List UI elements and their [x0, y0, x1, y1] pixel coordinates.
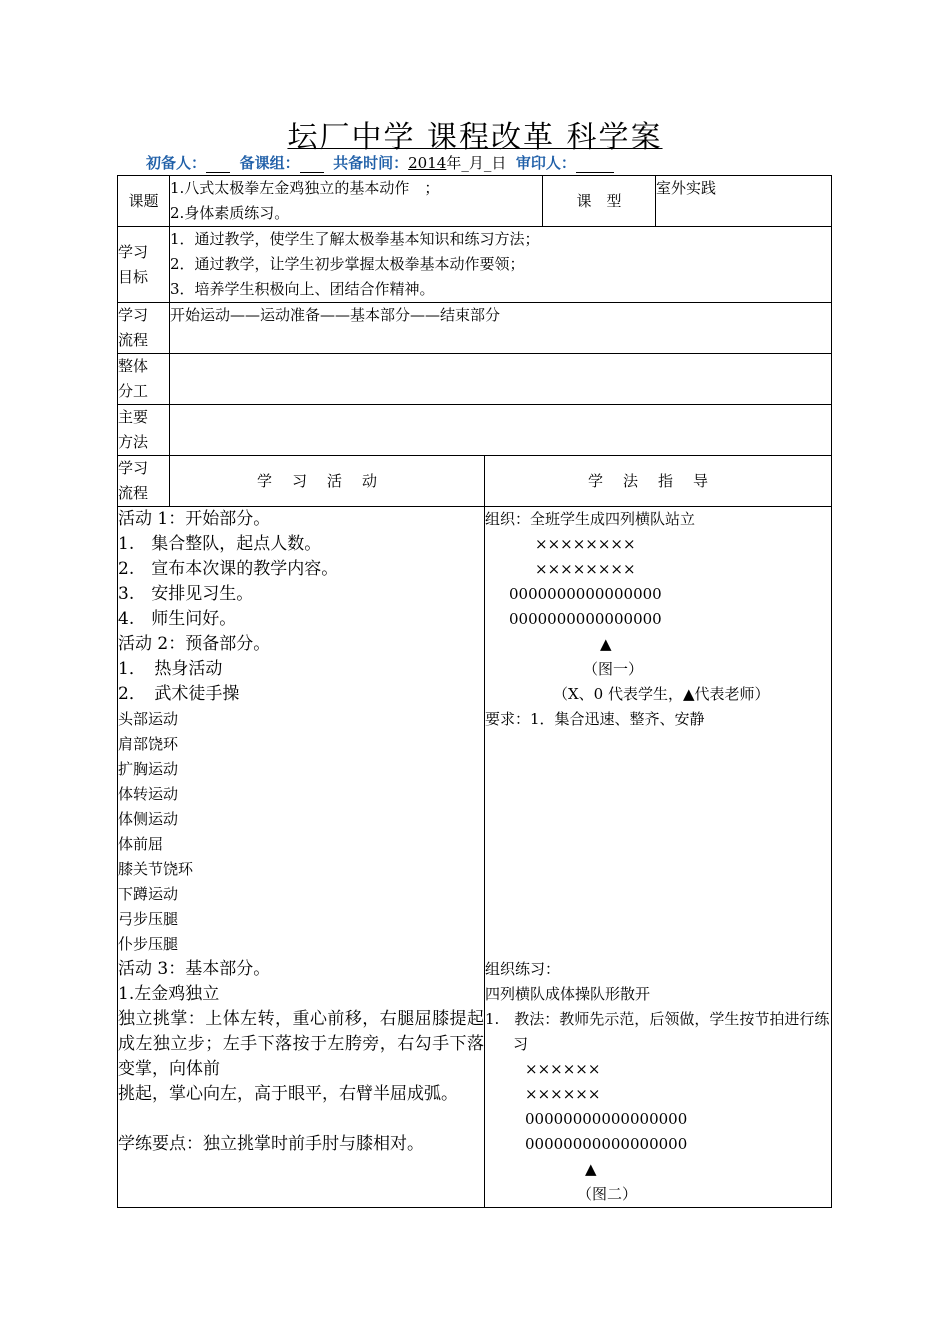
org-2: 组织练习：: [485, 960, 561, 978]
author-label: 初备人：: [146, 154, 207, 172]
flow-label: 学习 流程: [118, 303, 170, 354]
goal-2: 2．通过教学，让学生初步掌握太极拳基本动作要领；: [170, 255, 525, 273]
exercise-item: 头部运动: [118, 710, 179, 728]
activity-header: 学习活动: [170, 456, 485, 507]
group-blank: [300, 158, 324, 173]
activities-cell: [118, 507, 485, 1208]
figure-1-caption: （图一）: [583, 660, 644, 678]
activity-1-item: 1. 集合整队，起点人数。: [118, 534, 322, 554]
goal-content: [170, 227, 832, 303]
activity-2-item: 1． 热身活动: [118, 659, 223, 679]
division-value: [170, 354, 832, 405]
spacer: [118, 1107, 484, 1132]
formation-o-row: 0000000000000000: [509, 585, 662, 603]
activity-2-title: 活动 2：预备部分。: [118, 634, 271, 654]
formation-x-row: ××××××: [525, 1085, 601, 1103]
meta-line: [146, 152, 614, 173]
formation-x-row: ××××××××: [535, 535, 636, 553]
method-label: 主要 方法: [118, 405, 170, 456]
method-row: [118, 405, 832, 456]
topic-content: [170, 176, 543, 227]
formation-x-row: ××××××: [525, 1060, 601, 1078]
author-blank: [206, 158, 230, 173]
date-rest: 年_月_日: [446, 154, 507, 172]
activity-1-title: 活动 1：开始部分。: [118, 509, 271, 529]
formation-o-row: 0000000000000000: [509, 610, 662, 628]
activity-3-point: 学练要点：独立挑掌时前手肘与膝相对。: [118, 1134, 424, 1154]
activity-3-desc-1: 独立挑掌：上体左转，重心前移，右腿屈膝提起成左独立步；左手下落按于左胯旁，右勾手下落变掌，向体前: [118, 1009, 484, 1079]
exercise-item: 肩部饶环: [118, 735, 179, 753]
teacher-triangle-icon: ▲: [585, 1160, 597, 1178]
formation-o-row: 00000000000000000: [525, 1135, 688, 1153]
exercise-item: 体转运动: [118, 785, 179, 803]
activity-1-item: 2. 宣布本次课的教学内容。: [118, 559, 339, 579]
time-label: 共备时间：: [333, 154, 409, 172]
page-title: 坛厂中学 课程改革 科学案: [287, 120, 663, 155]
type-label: 课 型: [543, 176, 656, 227]
exercise-item: 体侧运动: [118, 810, 179, 828]
exercise-item: 扩胸运动: [118, 760, 179, 778]
division-label: 整体 分工: [118, 354, 170, 405]
content-row: [118, 507, 832, 1208]
org-2-desc: 四列横队成体操队形散开: [485, 985, 651, 1003]
exercise-item: 体前屈: [118, 835, 164, 853]
printer-blank: [576, 158, 614, 173]
goal-label: 学习 目标: [118, 227, 170, 303]
legend: （X、0 代表学生，▲代表老师）: [553, 685, 770, 703]
group-label: 备课组：: [239, 154, 300, 172]
activity-2-item: 2． 武术徒手操: [118, 684, 240, 704]
activity-1-item: 4. 师生问好。: [118, 609, 237, 629]
topic-label: 课题: [118, 176, 170, 227]
goal-row: [118, 227, 832, 303]
goal-3: 3．培养学生积极向上、团结合作精神。: [170, 280, 435, 298]
topic-line-2: 2.身体素质练习。: [170, 204, 290, 222]
teaching-method: 1. 教法：教师先示范，后领做，学生按节拍进行练习: [485, 1010, 830, 1053]
guide-cell: [485, 507, 832, 1208]
activity-1-item: 3. 安排见习生。: [118, 584, 254, 604]
guide-header: 学法指导: [485, 456, 832, 507]
org-1: 组织：全班学生成四列横队站立: [485, 510, 696, 528]
header-row: [118, 456, 832, 507]
type-value: 室外实践: [656, 176, 832, 227]
topic-line-1: 1.八式太极拳左金鸡独立的基本动作 ；: [170, 179, 440, 197]
exercise-item: 仆步压腿: [118, 935, 179, 953]
exercise-item: 弓步压腿: [118, 910, 179, 928]
flow-row: [118, 303, 832, 354]
requirement: 要求：1．集合迅速、整齐、安静: [485, 710, 705, 728]
lesson-plan-table: [117, 175, 832, 1208]
activity-3-desc-2: 挑起，掌心向左，高于眼平，右臂半屈成弧。: [118, 1084, 458, 1104]
printer-label: 审印人：: [515, 154, 576, 172]
goal-1: 1．通过教学，使学生了解太极拳基本知识和练习方法；: [170, 230, 540, 248]
teacher-triangle-icon: ▲: [600, 635, 612, 653]
topic-row: [118, 176, 832, 227]
flow-value: 开始运动——运动准备——基本部分——结束部分: [170, 303, 832, 354]
exercise-item: 下蹲运动: [118, 885, 179, 903]
spacer: [485, 732, 831, 957]
method-value: [170, 405, 832, 456]
division-row: [118, 354, 832, 405]
activity-3-title: 活动 3：基本部分。: [118, 959, 271, 979]
activity-3-sub: 1.左金鸡独立: [118, 984, 220, 1004]
formation-o-row: 00000000000000000: [525, 1110, 688, 1128]
figure-2-caption: （图二）: [577, 1185, 638, 1203]
header-label: 学习 流程: [118, 456, 170, 507]
exercise-item: 膝关节饶环: [118, 860, 194, 878]
year-value: 2014: [408, 154, 447, 172]
formation-x-row: ××××××××: [535, 560, 636, 578]
